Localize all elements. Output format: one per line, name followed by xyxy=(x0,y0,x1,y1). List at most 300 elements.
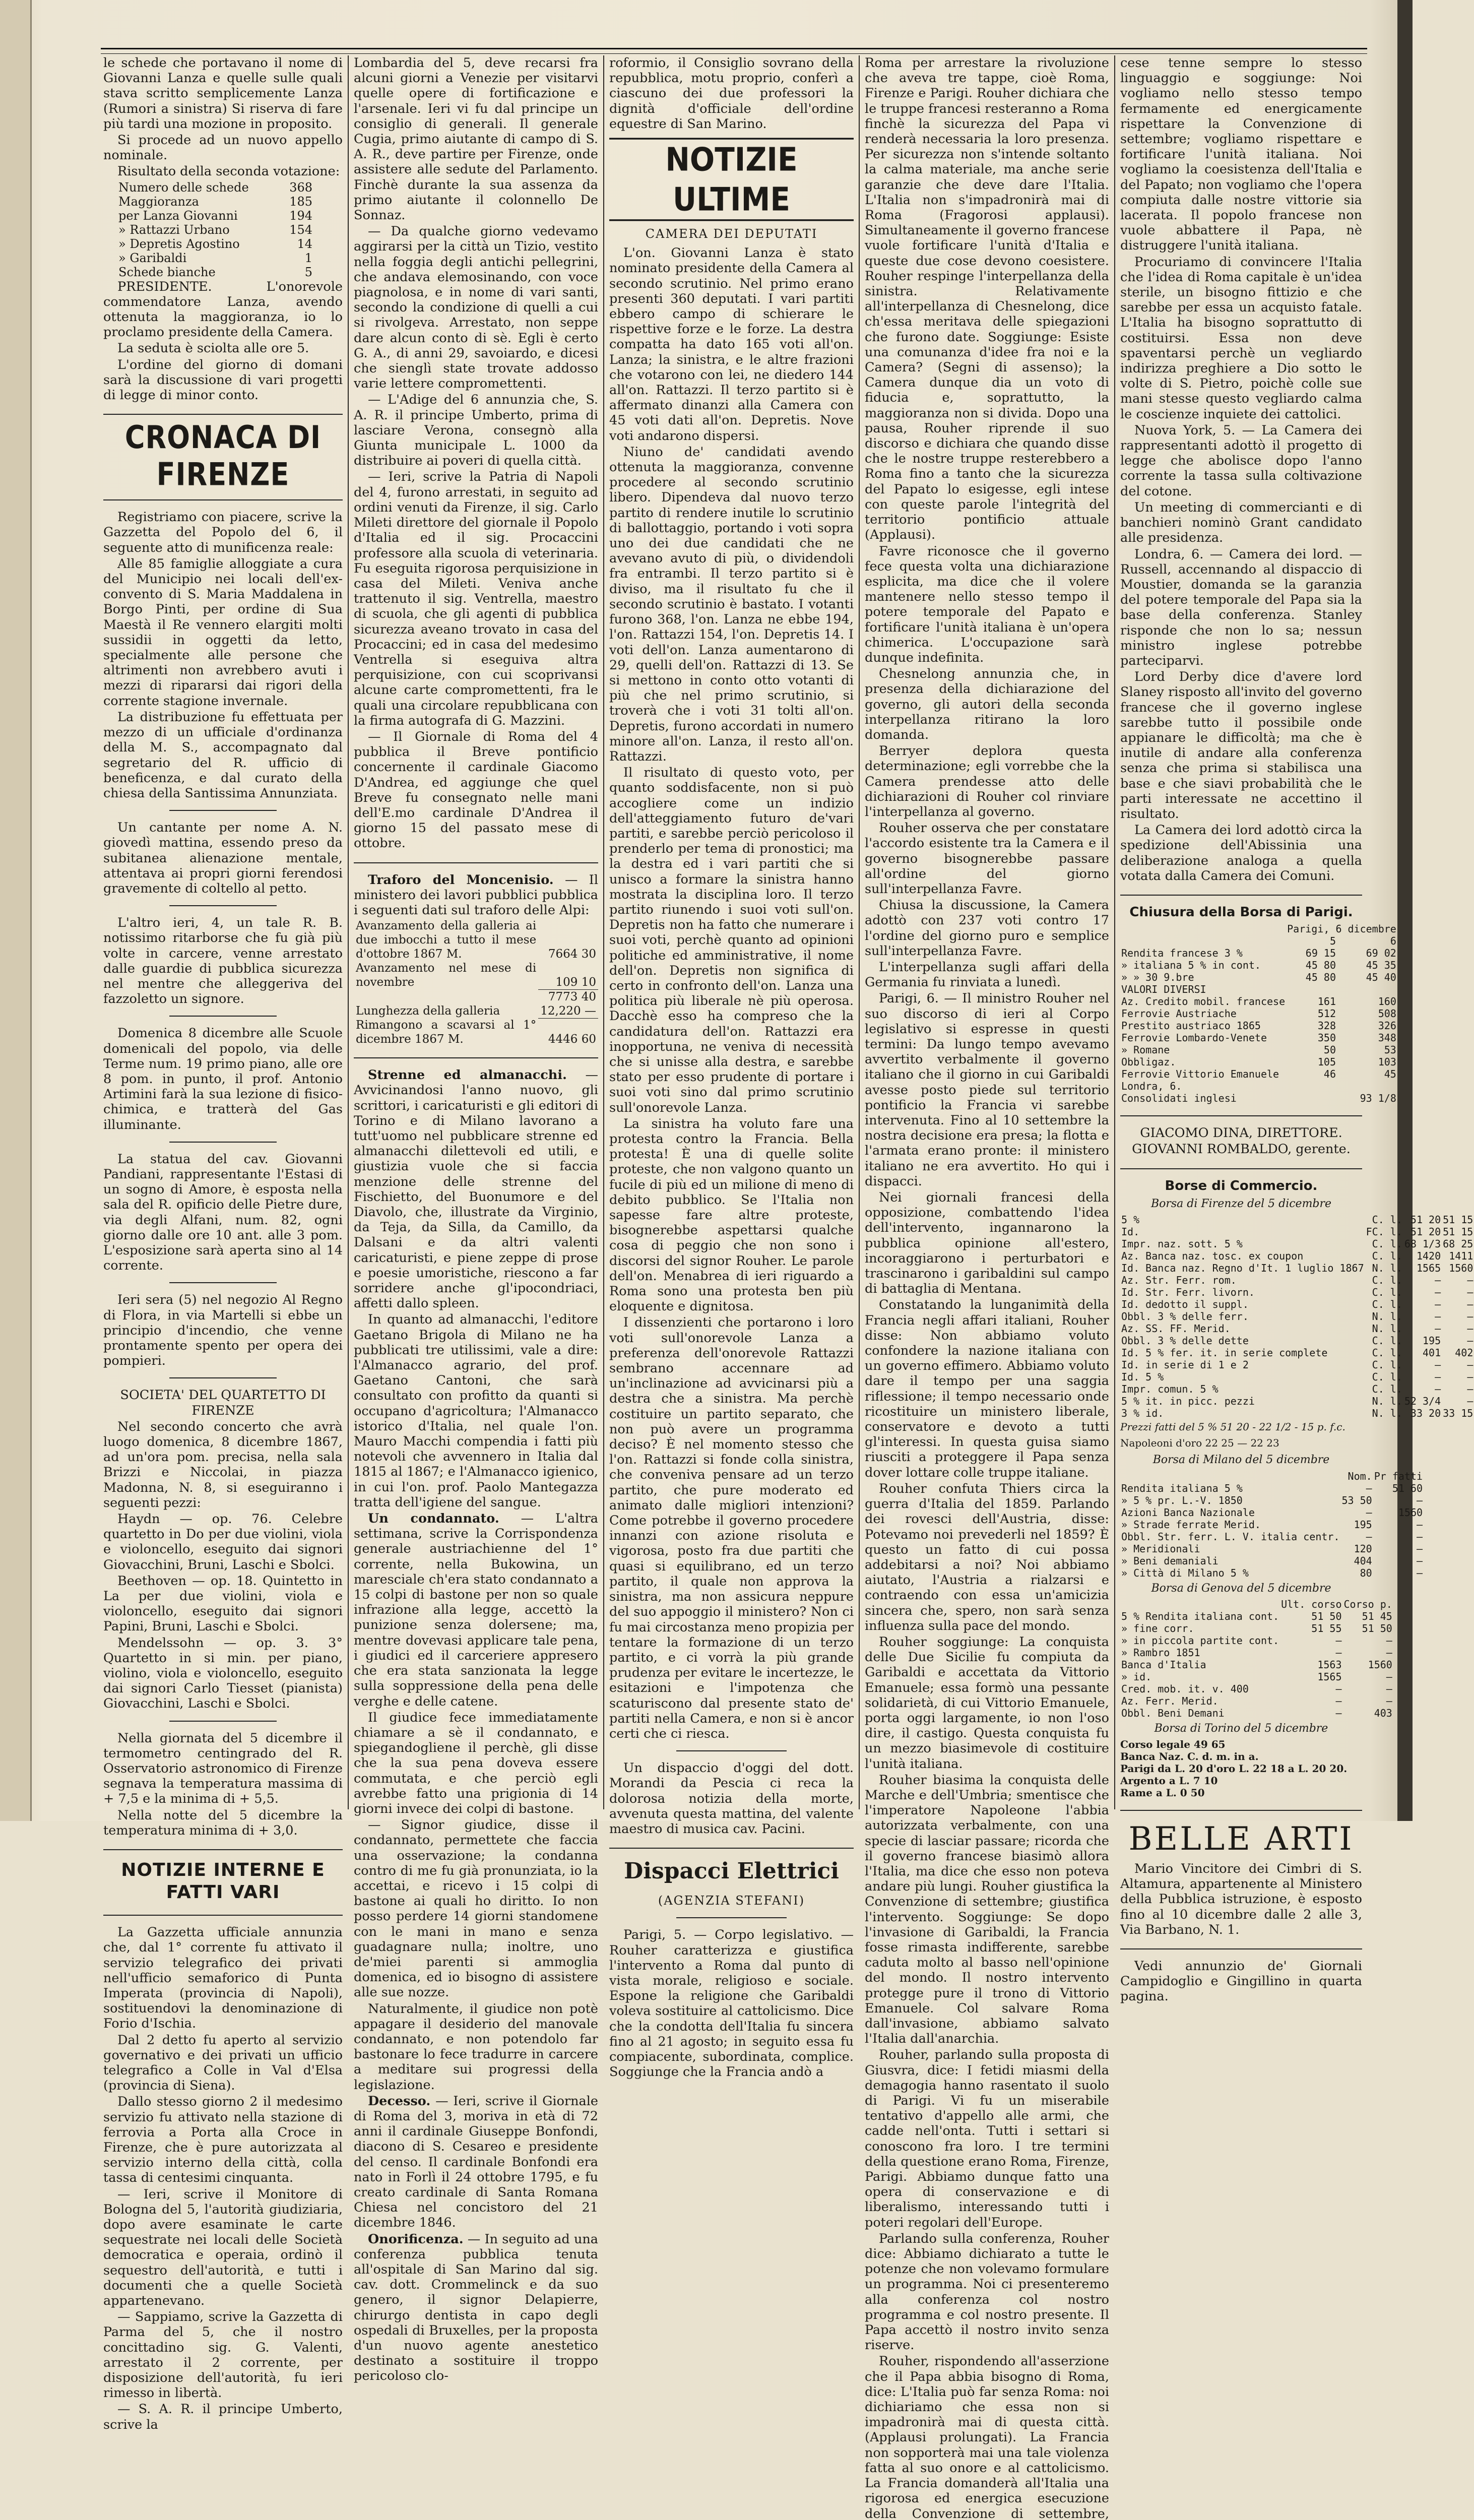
borsa-firenze-subtitle: Borsa di Firenze del 5 dicembre xyxy=(1150,1197,1332,1210)
paragraph: — Ieri, scrive il Monitore di Bologna del 5, l'autorità giudiziaria, dopo avere esaminate le carte sequestrate nei locali delle Società democratica e operaia, ordinò il sequestro dell'autorità, e tutti i documenti che a quelle Società appartenevano. xyxy=(103,2186,343,2308)
paragraph: Nei giornali francesi della opposizione, combattendo l'idea dell'intervento, ingannarono la pubblica opinione all'estero, incoraggiarono i perturbatori e trascinarono i garibaldini sul campo di battaglia di Mentana. xyxy=(865,1190,1109,1297)
paragraph: Rouher, rispondendo all'asserzione che il Papa abbia bisogno di Roma, dice: L'Italia può far senza Roma: noi dichiariamo che essa non si impadronirà mai di questa città. (Applausi prolungati). La Francia non sopporterà mai una tale violenza fatta al suo onore e al cattolicismo. La Francia domanderà all'Italia una rigorosa ed energica esecuzione della Convenzione di settembre, xyxy=(865,2354,1109,2520)
separator xyxy=(169,1016,277,1017)
paragraph: cese tenne sempre lo stesso linguaggio e soggiunge: Noi vogliamo nello stesso tempo fermamente ed energicamente rispettare la Convenzione di settembre; vogliamo rispettare e fortificare l'unità italiana. Noi vogliamo la coesistenza dell'Italia e del Papato; non vogliamo che l'opera compiuta dalle nostre vittorie sia lacerata. Il popolo francese non vuole abbattere il Papa, nè distruggere l'unità italiana. xyxy=(1120,55,1362,254)
paragraph: Niuno de' candidati avendo ottenuta la maggioranza, convenne procedere al secondo scrutinio libero. Dipendeva dal nuovo terzo partito di rendere inutile lo scrutinio di ballottaggio, portando i voti sopra uno dei due candidati che ne avevano avuto di più, o dividendoli fra entrambi. Il terzo partito si è diviso, ma il risultato fu che il secondo scrutinio è bastato. I votanti furono 368, l'on. Lanza ne ebbe 194, l'on. Rattazzi 154, l'on. Depretis 14. I voti dell'on. Lanza aumentarono di 29, quelli dell'on. Rattazzi di 13. Se si mettono in conto otto votanti di più che nel primo scrutinio, si troverà che i voti 31 tolti all'on. Depretis, furono accordati in numero minore all'on. Lanza, il resto all'on. Rattazzi. xyxy=(609,444,854,764)
separator xyxy=(1120,1115,1362,1116)
table-cell: — xyxy=(1366,1506,1372,1519)
vote-line xyxy=(103,251,343,265)
paragraph: Nella giornata del 5 dicembre il termometro centingrado del R. Osservatorio astronomico di Firenze segnava la temperatura massima di + 7,5 e la minima di + 5,5. xyxy=(103,1730,343,1807)
table-cell: 12,220 — xyxy=(538,1004,598,1019)
paragraph xyxy=(354,1511,598,1709)
table-row xyxy=(354,1004,598,1019)
table-cell: C. l. xyxy=(1372,1370,1402,1383)
table-header-row xyxy=(1120,935,1397,947)
table-cell: C. l. xyxy=(1372,1213,1402,1226)
table-row xyxy=(1120,983,1397,995)
table-cell: 350 xyxy=(1317,1032,1336,1044)
section-title: NOTIZIE ULTIME xyxy=(609,138,854,221)
table-row xyxy=(1120,1622,1393,1634)
table-row xyxy=(1120,1531,1424,1543)
table-cell: 50 xyxy=(1323,1044,1336,1056)
vote-value: 154 xyxy=(289,222,312,237)
paragraph: Un cantante per nome A. N. giovedì mattina, essendo preso da subitanea alienazione mentale, attentava ai propri giorni ferendosi gravemente di coltello al petto. xyxy=(103,820,343,896)
borsa-genova-table xyxy=(1120,1598,1393,1719)
table-row xyxy=(1120,959,1397,971)
column-3 xyxy=(609,55,854,2080)
table-cell: Id. dedotto il suppl. xyxy=(1121,1298,1249,1310)
table-cell: 93 1/8 xyxy=(1360,1092,1396,1105)
table-cell: 404 xyxy=(1354,1554,1372,1567)
section-subtitle: CAMERA DEI DEPUTATI xyxy=(645,227,818,241)
table-header: 5 xyxy=(1329,935,1336,948)
table-row xyxy=(1120,971,1397,983)
table-row xyxy=(1120,1359,1474,1371)
table-cell: — xyxy=(1386,1694,1392,1707)
paragraph: Il giudice fece immediatamente chiamare a sè il condannato, e spiegandogliene il perchè, gli disse che la sua pena doveva essere commutata, e che perciò egli avrebbe fatto una prigionia di 14 giorni invece dei colpi di bastone. xyxy=(354,1710,598,1816)
borsa-milano-table xyxy=(1120,1470,1424,1579)
paragraph: Nuova York, 5. — La Camera dei rappresentanti adottò il progetto di legge che abolisce dopo l'anno corrente la tassa sulla coltivazione del cotone. xyxy=(1120,422,1362,499)
table-header xyxy=(1120,1598,1280,1610)
table-cell: Obbl. 3 % delle dette xyxy=(1121,1334,1249,1347)
belle-arti-title: BELLE ARTI xyxy=(1128,1820,1354,1858)
paragraph: Un dispaccio d'oggi del dott. Morandi da Pescia ci reca la dolorosa notizia della morte, avvenuta questa mattina, del valente maestro di musica cav. Pacini. xyxy=(609,1760,854,1837)
table-cell: Banca d'Italia xyxy=(1121,1658,1206,1671)
separator xyxy=(103,1915,343,1916)
separator xyxy=(103,414,343,415)
table-row xyxy=(1120,1092,1397,1104)
table-cell: Az. SS. FF. Merid. xyxy=(1121,1322,1231,1335)
separator xyxy=(169,1721,277,1722)
table-cell: 4446 60 xyxy=(548,1033,596,1046)
table-cell: 45 xyxy=(1384,1068,1396,1081)
separator xyxy=(169,1377,277,1378)
table-cell: — xyxy=(1435,1322,1441,1335)
table-cell: — xyxy=(1467,1382,1473,1395)
paragraph: Beethoven — op. 18. Quintetto in La per due violini, viola e violoncello, eseguito dai signori Papini, Bruni, Laschi e Sbolci. xyxy=(103,1573,343,1634)
table-cell: Az. Str. Ferr. rom. xyxy=(1121,1274,1237,1286)
table-cell: — xyxy=(1467,1395,1473,1407)
table-cell: 195 xyxy=(1354,1518,1372,1531)
vote-line xyxy=(103,237,343,251)
table-cell: 7773 40 xyxy=(548,990,596,1003)
table-header xyxy=(1120,923,1286,935)
table-row xyxy=(1120,1555,1424,1567)
table-cell: 51 15 xyxy=(1443,1213,1473,1226)
paragraph: Il risultato di questo voto, per quanto soddisfacente, non si può accogliere come un indizio dell'atteggiamento futuro de'vari partiti, e sarebbe perciò pericoloso il prenderlo per tema di pronostici; ma la destra ed i vari partiti che si unisco a formare la sinistra hanno mostrata la disciplina loro. Il terzo partito riunendo i suoi voti sull'on. Depretis non ha fatto che numerare i suoi voti, perchè quanto ad opinioni politiche ed amministrative, il nome dell'on. Depretis non significa di certo in confronto dell'on. Lanza una politica più liberale nè più operosa. Dacchè esso ha compreso che la candidatura dell'on. Rattazzi era inopportuna, ne veniva di necessità che si unisse alla destra, e sarebbe stato per esso prudente di portare i suoi voti sino dal primo scrutinio sull'onorevole Lanza. xyxy=(609,765,854,1115)
table-row xyxy=(1120,1020,1397,1032)
paragraph: Vedi annunzio de' Giornali Campidoglio e Gingillino in quarta pagina. xyxy=(1120,1959,1362,2004)
paragraph: Nel secondo concerto che avrà luogo domenica, 8 dicembre 1867, ad un'ora pom. precisa, nella sala Brizzi e Niccolai, in piazza Madonna, N. 8, si eseguiranno i seguenti pezzi: xyxy=(103,1419,343,1510)
table-row xyxy=(354,1018,598,1046)
paragraph-label: Un condannato. xyxy=(368,1511,499,1527)
table-cell: — xyxy=(1416,1542,1423,1555)
napoleoni: Napoleoni d'oro 22 25 — 22 23 xyxy=(1120,1437,1279,1450)
table-cell: Londra, 6. xyxy=(1121,1080,1182,1093)
table-cell: N. l. xyxy=(1372,1407,1402,1419)
separator xyxy=(169,1282,277,1283)
table-cell: N. l. xyxy=(1372,1262,1402,1274)
paragraph: I dissenzienti che portarono i loro voti sull'onorevole Lanza a preferenza dell'onorevole Rattazzi sembrano accennare ad un'inclinazione ad avvicinarsi più a destra che a sinistra. Ma perchè costituire un partito separato, che non può avere un programma deciso? È nel momento stesso che l'on. Rattazzi si fonde colla sinistra, che conveniva pensare ad un terzo partito, che pure moderato ed animato dalle migliori intenzioni? Come potrebbe il governo procedere innanzi con azione risoluta e vigorosa, posto fra due partiti che quasi si equilibrano, ed un terzo partito, il quale non approva la sinistra, ma non assicura neppure del suo appoggio il ministero? Non ci fu mai circostanza meno propizia per tentare la formazione di un terzo partito, e ci vorrà la più grande prudenza per evitare le incertezze, le esitazioni e l'impotenza che scaturiscono dal presente stato de' partiti nella Camera, e non si è ancor certi che ci riesca. xyxy=(609,1315,854,1741)
table-cell: Avanzamento della galleria ai due imbocchi a tutto il mese d'ottobre 1867 M. xyxy=(356,919,537,961)
table-cell: Az. Credito mobil. francese xyxy=(1121,995,1286,1008)
paragraph: L'interpellanza sugli affari della Germania fu rinviata a lunedì. xyxy=(865,959,1109,990)
table-cell: Azioni Banca Nazionale xyxy=(1121,1506,1255,1519)
table-cell: — xyxy=(1335,1682,1342,1695)
table-cell: 508 xyxy=(1378,1007,1396,1020)
table-row xyxy=(1120,1543,1424,1555)
table-row xyxy=(1120,1007,1397,1020)
paragraph: Mario Vincitore dei Cimbri di S. Altamura, appartenente al Ministero della Pubblica istruzione, è esposto fino al 10 dicembre dalle 2 alle 3, Via Barbano, N. 1. xyxy=(1120,1861,1362,1937)
table-cell xyxy=(1286,1080,1337,1092)
table-cell: 402 xyxy=(1455,1346,1473,1359)
table-row xyxy=(1120,1659,1393,1671)
table-cell: Id. 5 % xyxy=(1121,1370,1164,1383)
table-cell: » Strade ferrate Merid. xyxy=(1121,1518,1261,1531)
table-cell: 5 % it. in picc. pezzi xyxy=(1121,1395,1255,1407)
vote-line xyxy=(103,209,343,223)
table-cell: Rimangono a scavarsi al 1° dicembre 1867 M. xyxy=(356,1019,537,1046)
torino-line: Argento a L. 7 10 xyxy=(1120,1775,1218,1787)
table-cell: Id. in serie di 1 e 2 xyxy=(1121,1358,1249,1371)
paragraph-label: Onorificenza. xyxy=(368,2231,464,2247)
table-cell: 53 50 xyxy=(1341,1494,1372,1506)
paragraph: Parlando sulla conferenza, Rouher dice: Abbiamo dichiarato a tutte le potenze che non volevamo formulare un programma. Noi ci presenteremo alla conferenza col nostro programma e col nostro presente. Il Papa accettò il nostro invito senza riserve. xyxy=(865,2231,1109,2353)
paragraph xyxy=(354,2232,598,2384)
column-5 xyxy=(1120,55,1473,2004)
paragraph xyxy=(354,1067,598,1311)
paragraph: Rouher soggiunge: La conquista delle Due Sicilie fu compiuta da Garibaldi e accettata da Vittorio Emanuele; essa formò una pessante solidarietà, di cui Vittorio Emanuele, porta oggi largamente, io non l'oso dire, il castigo. Questa conquista fu un mezzo biasimevole di costituire l'unità italiana. xyxy=(865,1634,1109,1772)
separator xyxy=(169,810,277,811)
table-row xyxy=(1120,1494,1424,1506)
table-cell: — xyxy=(1467,1310,1473,1322)
table-row xyxy=(1120,1274,1474,1286)
separator xyxy=(676,1750,786,1751)
paragraph: — Il Giornale di Roma del 4 pubblica il Breve pontificio concernente il cardinale Giacomo D'Andrea, ed aggiunge che quel Breve fu consegnato nelle mani dell'E.mo cardinale D'Andrea il giorno 15 del passato mese di ottobre. xyxy=(354,729,598,851)
paragraph: L'altro ieri, 4, un tale R. B. notissimo ritarborse che fu già più volte in carcere, venne arrestato dalle guardie di pubblica sicurezza nel mentre che alleggeriva del fazzoletto un signore. xyxy=(103,915,343,1007)
table-cell: 5 % Rendita italiana cont. xyxy=(1121,1610,1279,1622)
paragraph: Dal 2 detto fu aperto al servizio governativo e dei privati un ufficio telegrafico a Colle in Val d'Elsa (provincia di Siena). xyxy=(103,2032,343,2094)
table-cell: 51 45 xyxy=(1362,1610,1392,1622)
torino-line: Banca Naz. C. d. m. in a. xyxy=(1120,1750,1259,1762)
table-cell: — xyxy=(1435,1286,1441,1298)
paragraph-text: — Avvicinandosi l'anno nuovo, gli scrittori, i caricaturisti e gli editori di Torino e di Milano lavorano a tutt'uomo nel pubblicare strenne ed almanacchi dilettevoli ed utili, e giustizia vuole che si faccia menzione delle strenne del Fischietto, del Buonumore e del Diavolo, che, illustrate da Virginio, da Teja, da Silla, da Camillo, da Dalsani e da altri valenti caricaturisti, e piene zeppe di prose e poesie umoristiche, riescono a far sorridere anche gl'ipocondriaci, affetti dallo spleen. xyxy=(354,1067,598,1311)
table-cell: — xyxy=(1386,1646,1392,1659)
paragraph: — S. A. R. il principe Umberto, scrive la xyxy=(103,2402,343,2432)
vote-value: 194 xyxy=(289,208,312,223)
table-row xyxy=(1120,1250,1474,1262)
table-row xyxy=(1120,995,1397,1007)
table-body xyxy=(1120,1482,1424,1579)
table-cell: — xyxy=(1467,1274,1473,1286)
table-cell: 120 xyxy=(1354,1542,1372,1555)
borse-title: Borse di Commercio. xyxy=(1165,1178,1318,1193)
paragraph: Naturalmente, il giudice non potè appagare il desiderio del manovale condannato, e non potendolo far bastonare lo fece tradurre in carcere a meditare sui progressi della legislazione. xyxy=(354,2001,598,2093)
table-row xyxy=(1120,1707,1393,1719)
table-cell: — xyxy=(1467,1286,1473,1298)
paragraph: Roma per arrestare la rivoluzione che aveva tre tappe, cioè Roma, Firenze e Parigi. Rouher dichiara che le truppe francesi resteranno a Roma finchè la sicurezza del Papa vi renderà necessaria la loro presenza. Per sicurezza non s'intende soltanto la calma materiale, ma anche serie garanzie che deve dare l'Italia. L'Italia non s'impadronirà mai di Roma (Fragorosi applausi). Simultaneamente il governo francese vuole fortificare l'unità d'Italia e queste due cose devono coesistere. Rouher respinge l'interpellanza della sinistra. Relativamente all'interpellanza di Chesnelong, dice ch'essa meritava delle spiegazioni che furono date. Soggiunge: Esiste una comunanza d'idee fra noi e la Camera? (Segni di assenso); la Camera dunque dia un voto di fiducia e, soprattutto, la maggioranza non si divida. Dopo una pausa, Rouher riprende il suo discorso e dichiara che quando disse che le nostre truppe resterebbero a Roma fino a tanto che la sicurezza del Papato lo esigesse, egli intese con queste parole l'integrità del territorio pontificio attuale (Applausi). xyxy=(865,55,1109,543)
table-header-row xyxy=(1120,923,1397,935)
paragraph: — Ieri, scrive la Patria di Napoli del 4, furono arrestati, in seguito ad ordini venuti da Firenze, il sig. Carlo Mileti direttore del giornale il Popolo d'Italia ed il sig. Procaccini professore alla scuola di veterinaria. Fu eseguita rigorosa perquisizione in casa del Mileti. Veniva anche trattenuto il sig. Ventrella, maestro di scuola, che gli agenti di pubblica sicurezza aveano trovato in casa del Procaccini; ed in casa del medesimo Ventrella si eseguiva altra perquisizione, con cui scoprivansi alcune carte compromettenti, fra le quali una circolare repubblicana con la firma autografa di G. Mazzini. xyxy=(354,469,598,728)
paragraph: L'on. Giovanni Lanza è stato nominato presidente della Camera al secondo scrutinio. Nel primo erano presenti 360 deputati. I vari partiti ebbero campo di schierare le rispettive forze e le forze. La destra compatta ha dato 165 voti all'on. Lanza; la sinistra, e le altre frazioni che votarono con lei, ne diedero 144 all'on. Rattazzi. Il terzo partito si è affermato dinanzi alla Camera con 45 voti dati all'on. Depretis. Nove voti andarono dispersi. xyxy=(609,245,854,444)
vote-label: Schede bianche xyxy=(118,265,216,279)
table-cell: Obbl. Beni Demani xyxy=(1121,1707,1225,1719)
column-2 xyxy=(354,55,599,2384)
table-cell: 69 02 xyxy=(1366,947,1396,960)
table-cell: 45 80 xyxy=(1305,959,1336,972)
separator xyxy=(354,1057,598,1058)
table-cell: C. l. xyxy=(1372,1358,1402,1371)
paragraph: Chiusa la discussione, la Camera adottò con 237 voti contro 17 l'ordine del giorno puro e semplice sull'interpellanza Favre. xyxy=(865,898,1109,959)
table-cell: Consolidati inglesi xyxy=(1121,1092,1237,1105)
table-cell xyxy=(1286,983,1337,995)
table-cell: C. l. xyxy=(1372,1286,1402,1298)
table-cell: Rendita francese 3 % xyxy=(1121,947,1243,960)
separator xyxy=(169,1142,277,1143)
vote-label: » Rattazzi Urbano xyxy=(118,222,230,237)
table-row xyxy=(1120,1671,1393,1683)
table-cell: — xyxy=(1416,1566,1423,1579)
table-cell: » id. xyxy=(1121,1670,1152,1683)
borsa-milano-subtitle: Borsa di Milano del 5 dicembre xyxy=(1152,1454,1330,1467)
paragraph: La statua del cav. Giovanni Pandiani, rappresentante l'Estasi di un sogno di Amore, è esposta nella sala del R. opificio delle Pietre dure, via degli Alfani, num. 82, ogni giorno dalle ore 10 ant. alle 3 pom. L'esposizione sarà aperta sino al 14 corrente. xyxy=(103,1151,343,1274)
table-cell: N. l. xyxy=(1372,1322,1402,1335)
table-cell: 1411 xyxy=(1449,1249,1473,1262)
vote-label: » Garibaldi xyxy=(118,250,187,265)
table-header xyxy=(1120,1470,1340,1482)
table-cell: » fine corr. xyxy=(1121,1622,1194,1634)
table-row xyxy=(1120,1519,1424,1531)
table-cell: C. l. xyxy=(1372,1382,1402,1395)
table-row xyxy=(1120,1044,1397,1056)
table-cell: — xyxy=(1386,1634,1392,1647)
table-cell: Cred. mob. it. v. 400 xyxy=(1121,1682,1249,1695)
table-cell: 326 xyxy=(1378,1020,1396,1032)
direttore-line: GIACOMO DINA, DIRETTORE. xyxy=(1140,1125,1342,1141)
table-cell: » in piccola partite cont. xyxy=(1121,1634,1279,1647)
table-cell: 1420 xyxy=(1416,1249,1441,1262)
torino-line: Parigi da L. 20 d'oro L. 22 18 a L. 20 20. xyxy=(1120,1762,1348,1775)
table-cell: Avanzamento nel mese di novembre xyxy=(356,962,537,989)
table-row xyxy=(1120,1032,1397,1044)
separator xyxy=(676,1917,786,1918)
table-cell: Id. Str. Ferr. livorn. xyxy=(1121,1286,1255,1298)
vote-label: Maggioranza xyxy=(118,194,199,209)
table-cell: 69 15 xyxy=(1305,947,1336,960)
paragraph: La distribuzione fu effettuata per mezzo di un ufficiale d'ordinanza della M. S., accompagnato dal segretario del R. ufficio di beneficenza, e dal curato della chiesa della Santissima Annunziata. xyxy=(103,709,343,801)
table-cell: — xyxy=(1435,1382,1441,1395)
table-cell: 1560 xyxy=(1398,1506,1423,1519)
paragraph: Alle 85 famiglie alloggiate a cura del Municipio nei locali dell'ex-convento di S. Maria Maddalena in Borgo Pinti, per ordine di Sua Maestà il Re vennero elargiti molti sussidii in oggetti da letto, specialmente alle persone che altrimenti non avrebbero avuti i mezzi di ripararsi dai rigori della corrente stagione invernale. xyxy=(103,556,343,709)
paragraph: Registriamo con piacere, scrive la Gazzetta del Popolo del 6, il seguente atto di munificenza reale: xyxy=(103,510,343,555)
table-cell: 51 50 xyxy=(1362,1622,1392,1634)
table-header: 6 xyxy=(1390,935,1396,948)
table-cell: — xyxy=(1335,1707,1342,1719)
table-cell: Lunghezza della galleria xyxy=(356,1004,500,1018)
paragraph: Risultato della seconda votazione: xyxy=(117,164,340,179)
table-cell: » Beni demaniali xyxy=(1121,1554,1219,1567)
paragraph: Lord Derby dice d'avere lord Slaney risposto all'invito del governo francese che il governo inglese sarebbe tutto il possibile onde appianare le difficoltà; ma che è inutile di andare alla conferenza senza che prima si stabilisca una base e che siavi probabilità che le parti interessate ne accettino il risultato. xyxy=(1120,669,1362,822)
paragraph: Rouher confuta Thiers circa la guerra d'Italia del 1859. Parlando dei rovesci dell'Austria, disse: Potevamo noi prevederli nel 1859? È questo un fatto di cui possa addebitarsi a noi? Noi abbiamo aiutato, l'Austria a rialzarsi e contraendo con essa un'amicizia sincera che, spero, non sarà senza influenza sulla pace del mondo. xyxy=(865,1481,1109,1633)
table-cell: 51 20 xyxy=(1410,1225,1441,1238)
table-cell: — xyxy=(1467,1334,1473,1347)
table-cell: C. l. xyxy=(1372,1298,1402,1310)
table-cell: 53 xyxy=(1384,1044,1396,1056)
table-row xyxy=(1120,1056,1397,1068)
table-cell: » Meridionali xyxy=(1121,1542,1200,1555)
table-cell: 161 xyxy=(1317,995,1336,1008)
table-row xyxy=(1120,1395,1474,1407)
table-header: Ult. corso xyxy=(1281,1598,1342,1610)
table-cell: 3 % id. xyxy=(1121,1407,1164,1419)
paragraph: — Sappiamo, scrive la Gazzetta di Parma del 5, che il nostro concittadino sig. G. Valenti, arrestato il 2 corrente, per disposizione dell'autorità, fu ieri rimesso in libertà. xyxy=(103,2309,343,2401)
table-row xyxy=(354,989,598,1004)
paragraph: Constatando la lunganimità della Francia negli affari italiani, Rouher disse: Non abbiamo voluto confondere la nazione italiana con un governo effimero. Abbiamo voluto dare il tempo per una saggia riflessione; il tempo necessario onde ricostituire un ministero liberale, conservatore e devoto a tutti gl'interessi. In questa guisa siamo riusciti a proteggere il Papa senza dover lottare colle truppe italiane. xyxy=(865,1297,1109,1480)
paragraph-text: — L'altra settimana, scrive la Corrispondenza generale austriachienne del 1° corrente, nella Bukowina, un maresciale ch'era stato condannato a 15 colpi di bastone per non so quale infrazione alla legge, accettò la punizione senza dolersene; ma, mentre dovevasi applicare tale pena, i giudici ed il carceriere appresero che era stata sanzionata la legge sulla soppressione della pena delle verghe e delle catene. xyxy=(354,1511,598,1709)
table-cell: 1560 xyxy=(1368,1658,1392,1671)
table-header xyxy=(1120,935,1286,947)
table-row xyxy=(1120,1683,1393,1695)
table-cell: VALORI DIVERSI xyxy=(1121,983,1206,996)
borsa-genova-subtitle: Borsa di Genova del 5 dicembre xyxy=(1151,1582,1331,1595)
paragraph-label: Decesso. xyxy=(368,2093,431,2109)
table-cell: Ferrovie Lombardo-Venete xyxy=(1121,1032,1267,1044)
table-cell: 68 1/3 xyxy=(1404,1237,1441,1250)
paragraph-text: — Ieri, scrive il Giornale di Roma del 3, moriva in età di 72 anni il cardinale Giuseppe Bonfondi, diacono di S. Cesareo e presidente del censo. Il cardinale Bonfondi era nato in Forlì il 24 ottobre 1795, e fu creato cardinale di Santa Romana Chiesa nel concistoro del 21 dicembre 1846. xyxy=(354,2093,599,2231)
torino-line: Corso legale 49 65 xyxy=(1120,1738,1226,1750)
section-subtitle: SOCIETA' DEL QUARTETTO DI FIRENZE xyxy=(120,1388,326,1418)
column-rule xyxy=(859,55,860,1809)
table-row xyxy=(1120,1286,1474,1298)
traforo-table xyxy=(354,919,598,1046)
table-cell: — xyxy=(1435,1298,1441,1310)
separator xyxy=(354,862,598,863)
borsa-parigi-title: Chiusura della Borsa di Parigi. xyxy=(1129,904,1353,920)
vote-label: » Depretis Agostino xyxy=(118,236,240,251)
borsa-torino-lines xyxy=(1120,1738,1362,1799)
table-cell: 68 25 xyxy=(1443,1237,1473,1250)
table-cell: 45 35 xyxy=(1366,959,1396,972)
paragraph-text: — In seguito ad una conferenza pubblica tenuta all'ospitale di San Marino dal sig. cav. dott. Crommelinck e da suo genero, il signor Delapierre, chirurgo dentista in capo degli ospedali di Bruxelles, per la proposta d'un nuovo agente anestetico destinato a sostituire il troppo pericoloso clo- xyxy=(354,2231,598,2384)
table-cell: Obbl. Str. ferr. L. V. italia centr. xyxy=(1121,1530,1340,1543)
table-cell: — xyxy=(1435,1358,1441,1371)
table-row xyxy=(1120,1322,1474,1335)
table-cell: — xyxy=(1467,1322,1473,1335)
paragraph: Un meeting di commercianti e di banchieri nominò Grant candidato alle presidenza. xyxy=(1120,499,1362,546)
table-cell: 7664 30 xyxy=(548,948,596,961)
section-title: CRONACA DI FIRENZE xyxy=(124,419,322,493)
table-cell: — xyxy=(1335,1646,1342,1659)
vote-value: 185 xyxy=(289,194,312,209)
paragraph: le schede che portavano il nome di Giovanni Lanza e quelle sulle quali stava scritto semplicemente Lanza (Rumori a sinistra) Si riserva di fare più tardi una mozione in proposito. xyxy=(103,55,343,132)
paragraph: Parigi, 5. — Corpo legislativo. — Rouher caratterizza e giustifica l'intervento a Roma dal punto di vista morale, religioso e sociale. Espone la religione che Garibaldi voleva sostituire al cattolicismo. Dice che la condotta dell'Italia fu sincera fino al 21 agosto; in seguito essa fu compiacente, subordinata, complice. Soggiunge che la Francia andò a xyxy=(609,1927,854,2080)
paragraph: Ieri sera (5) nel negozio Al Regno di Flora, in via Martelli si ebbe un principio d'incendio, che venne prontamente spento per opera dei pompieri. xyxy=(103,1292,343,1369)
table-header: Nom. xyxy=(1348,1470,1372,1482)
table-cell xyxy=(1337,983,1397,995)
table-row xyxy=(1120,1335,1474,1347)
table-row xyxy=(1120,1226,1474,1238)
table-cell: Ferrovie Austriache xyxy=(1121,1007,1237,1020)
table-body xyxy=(1120,1214,1474,1419)
table-cell: Obbl. 3 % delle ferr. xyxy=(1121,1310,1249,1322)
table-cell: Az. Banca naz. tosc. ex coupon xyxy=(1121,1249,1304,1262)
borsa-torino-subtitle: Borsa di Torino del 5 dicembre xyxy=(1154,1722,1328,1735)
separator xyxy=(1120,1168,1362,1169)
table-cell: 103 xyxy=(1378,1056,1396,1068)
table-cell: — xyxy=(1386,1682,1392,1695)
table-row xyxy=(1120,1567,1424,1579)
table-cell: 195 xyxy=(1423,1334,1441,1347)
table-cell: C. l. xyxy=(1372,1274,1402,1286)
table-cell xyxy=(1286,1092,1337,1104)
paragraph: Chesnelong annunzia che, in presenza della dichiarazione del governo, gli autori della seconda interpellanza ritirano la loro domanda. xyxy=(865,666,1109,742)
borsa-parigi-table xyxy=(1120,923,1397,1104)
paragraph: Rouher biasima la conquista delle Marche e dell'Umbria; smentisce che l'imperatore Napoleone l'abbia autorizzata verbalmente, con una specie di lasciar passare; ricorda che il governo francese biasimò allora l'Italia, ma dice che esso non poteva andare più lungi. Rouher giustifica la Convenzione di settembre; giustifica l'intervento. Soggiunge: Se dopo l'invasione di Garibaldi, la Francia fosse rimasta indifferente, sarebbe caduta molto al basso nell'opinione del mondo. Il nostro intervento protegge pure il trono di Vittorio Emanuele. Col salvare Roma dall'invasione, abbiamo salvato l'Italia dall'anarchia. xyxy=(865,1772,1109,2047)
table-cell: C. l. xyxy=(1372,1249,1402,1262)
paragraph-text: — Il ministero dei lavori pubblici pubblica i seguenti dati sul traforo delle Alpi: xyxy=(354,872,598,918)
table-cell: 51 50 xyxy=(1311,1610,1342,1622)
table-cell: 51 15 xyxy=(1443,1225,1473,1238)
table-row xyxy=(1120,1068,1397,1080)
table-cell: » Rambro 1851 xyxy=(1121,1646,1200,1659)
table-cell: FC. l. xyxy=(1366,1225,1402,1238)
gerente-line: GIOVANNI ROMBALDO, gerente. xyxy=(1132,1142,1351,1157)
separator xyxy=(1120,895,1362,896)
table-cell: N. l. xyxy=(1372,1310,1402,1322)
paragraph xyxy=(354,872,598,918)
paragraph: In quanto ad almanacchi, l'editore Gaetano Brigola di Milano ne ha pubblicati tre utilissimi, vale a dire: l'Almanacco agrario, del prof. Gaetano Cantoni, che sarà consultato con profitto da quanti si occupano d'agricoltura; l'Almanacco istorico d'Italia, nel quale l'on. Mauro Macchi compendia i fatti più notevoli che avvennero in Italia dal 1815 al 1867; e l'Almanacco igienico, in cui l'on. prof. Paolo Mantegazza tratta dell'igiene del sangue. xyxy=(354,1312,598,1510)
paragraph: Procuriamo di convincere l'Italia che l'idea di Roma capitale è un'idea sterile, un bisogno fittizio e che sarebbe per essa un acquisto fatale. L'Italia ha bisogno soprattutto di costituirsi. Essa non deve spaventarsi perchè un vegliardo indirizza preghiere a Dio sotto le volte di S. Pietro, poichè colle sue mani stesse questo vegliardo calma le coscienze inquiete dei cattolici. xyxy=(1120,254,1362,422)
paragraph: — Signor giudice, disse il condannato, permettete che faccia una osservazione; la condanna contro di me fu già pronunziata, io la accettai, e ricevo i 15 colpi di bastone ai quali ho diritto. Io non posso perdere 14 giorni standomene con le mani in mano e senza guadagnare nulla; inoltre, uno de'miei parenti si ammoglia domenica, ed io bisogno di assistere alle sue nozze. xyxy=(354,1817,598,2000)
table-row xyxy=(1120,1407,1474,1419)
paragraph: L'ordine del giorno di domani sarà la discussione di vari progetti di legge di minor conto. xyxy=(103,357,343,403)
paragraph: roformio, il Consiglio sovrano della repubblica, motu proprio, conferì a ciascuno dei due professori la dignità d'officiale dell'ordine equestre di San Marino. xyxy=(609,55,854,132)
table-cell: — xyxy=(1435,1370,1441,1383)
column-rule xyxy=(1114,55,1115,1809)
table-cell: 328 xyxy=(1317,1020,1336,1032)
table-cell: — xyxy=(1416,1530,1423,1543)
table-cell xyxy=(354,989,538,1004)
table-row xyxy=(1120,1371,1474,1383)
table-cell: 1565 xyxy=(1317,1670,1342,1683)
table-row xyxy=(1120,947,1397,959)
table-body xyxy=(1120,947,1397,1104)
table-cell: 1560 xyxy=(1449,1262,1473,1274)
paragraph: La seduta è sciolta alle ore 5. xyxy=(117,341,309,356)
table-cell: » italiana 5 % in cont. xyxy=(1121,959,1261,972)
vote-line xyxy=(103,223,343,237)
prezzi-fatti: Prezzi fatti del 5 % 51 20 - 22 1/2 - 15 p. f.c. xyxy=(1120,1420,1345,1433)
table-cell: Ferrovie Vittorio Emanuele xyxy=(1121,1068,1279,1081)
table-cell: 80 xyxy=(1360,1566,1372,1579)
table-cell: 5 % xyxy=(1121,1213,1140,1226)
table-cell: 109 10 xyxy=(538,961,598,989)
table-row xyxy=(1120,1482,1424,1494)
separator xyxy=(1120,1810,1362,1811)
separator xyxy=(1120,1948,1362,1949)
column-4 xyxy=(865,55,1109,2520)
paragraph xyxy=(354,2094,598,2231)
table-cell: — xyxy=(1335,1694,1342,1707)
table-row xyxy=(1120,1310,1474,1322)
table-cell: C. l. xyxy=(1372,1334,1402,1347)
vote-value: 1 xyxy=(304,250,312,265)
table-row xyxy=(1120,1298,1474,1310)
paragraph: Londra, 6. — Camera dei lord. — Russell, accennando al dispaccio di Moustier, domanda se la garanzia del potere temporale del Papa sia la base della conferenza. Stanley risponde che non lo sa; nessun ministro inglese potrebbe parteciparvi. xyxy=(1120,546,1362,668)
paragraph-label: Strenne ed almanacchi. xyxy=(368,1067,567,1083)
table-cell: — xyxy=(1435,1274,1441,1286)
table-cell: C. l. xyxy=(1372,1346,1402,1359)
